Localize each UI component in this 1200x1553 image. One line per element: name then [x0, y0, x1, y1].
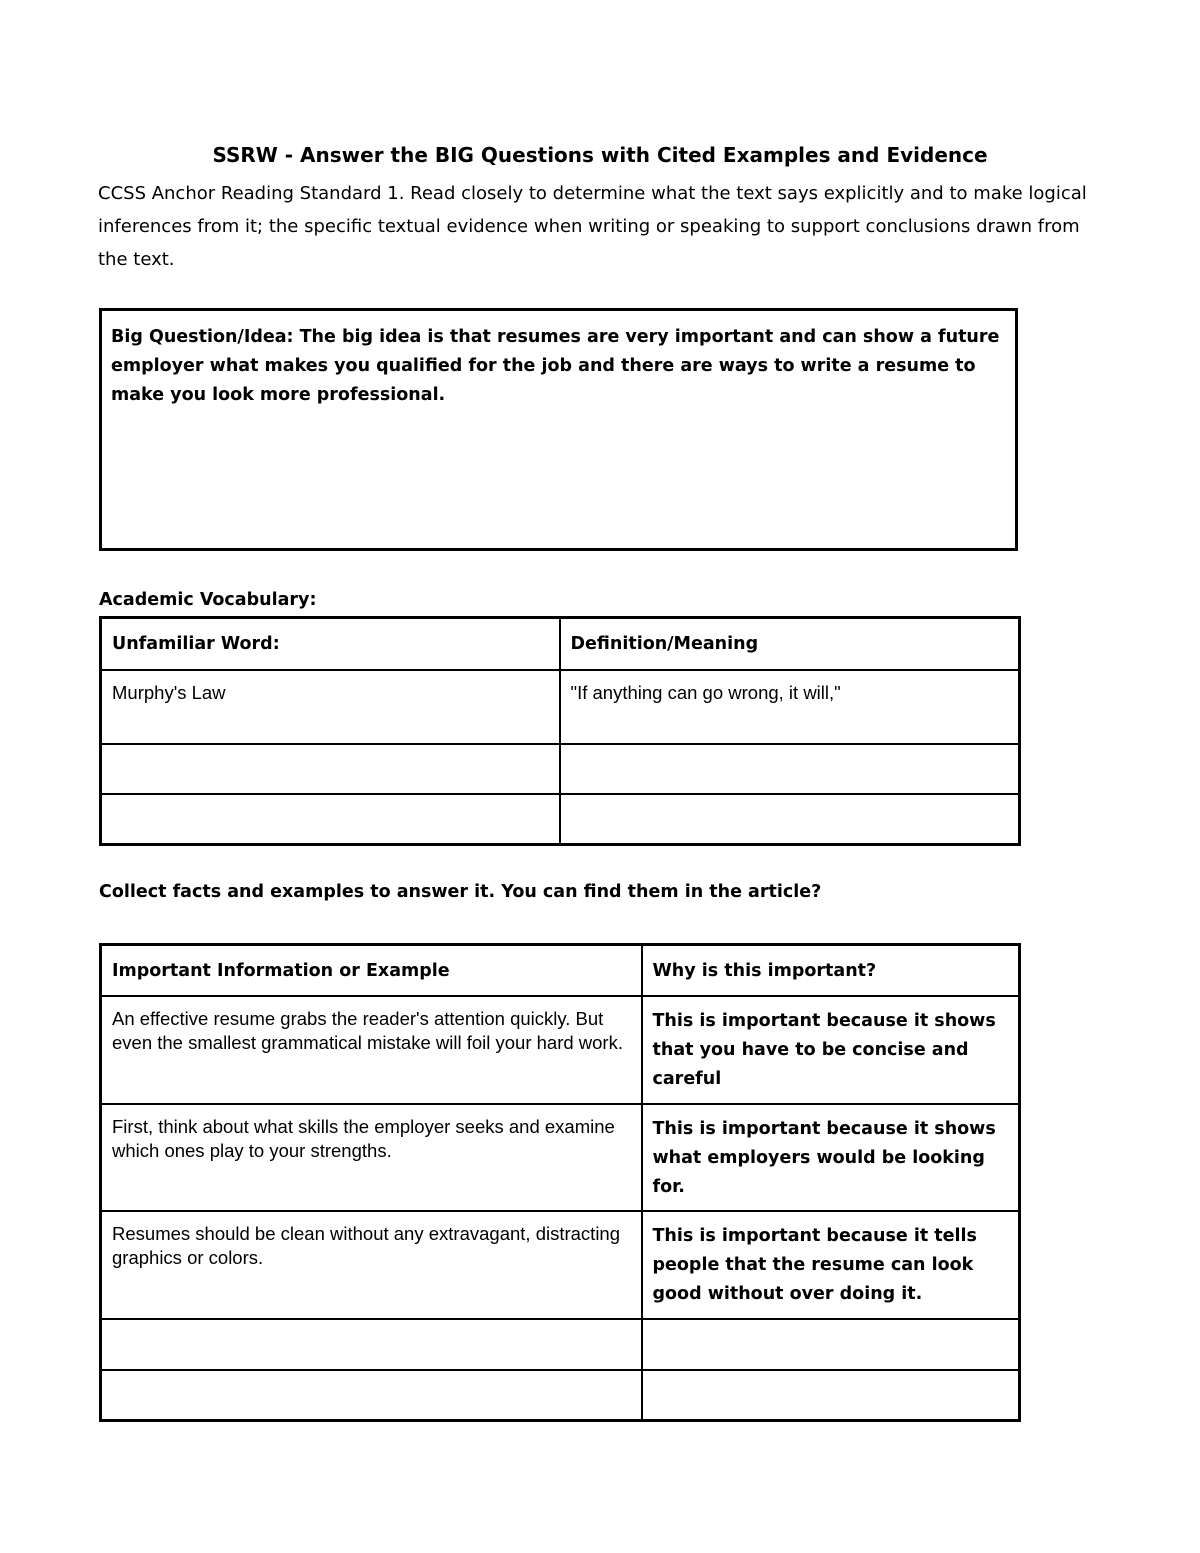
vocab-definition-cell[interactable] [560, 794, 1020, 845]
vocab-definition-cell[interactable]: "If anything can go wrong, it will," [560, 670, 1020, 744]
why-cell[interactable]: This is important because it shows that you have to be concise and careful [642, 996, 1020, 1104]
table-row [101, 1370, 1020, 1421]
column-header-definition: Definition/Meaning [560, 618, 1020, 670]
table-row [101, 1319, 1020, 1370]
page-title: SSRW - Answer the BIG Questions with Cited Examples and Evidence [212, 143, 988, 167]
standard-text: CCSS Anchor Reading Standard 1. Read closely to determine what the text says explicitly and to make logical inferences from it; the specific textual evidence when writing or speaking to support conclusions drawn from the text. [98, 183, 1087, 270]
table-row [101, 794, 1020, 845]
facts-heading: Collect facts and examples to answer it. You can find them in the article? [99, 882, 822, 902]
facts-table [99, 943, 1021, 1422]
table-row [101, 1211, 1020, 1319]
why-cell[interactable] [642, 1319, 1020, 1370]
vocabulary-table [99, 616, 1021, 846]
vocab-definition-cell[interactable] [560, 744, 1020, 794]
column-header-info: Important Information or Example [101, 945, 642, 996]
big-question-box[interactable] [99, 308, 1018, 551]
vocab-word-cell[interactable] [101, 744, 560, 794]
vocab-word-cell[interactable]: Murphy's Law [101, 670, 560, 744]
why-cell[interactable] [642, 1370, 1020, 1421]
table-row [101, 744, 1020, 794]
column-header-why: Why is this important? [642, 945, 1020, 996]
why-cell[interactable]: This is important because it shows what employers would be looking for. [642, 1104, 1020, 1211]
table-header-row [101, 618, 1020, 670]
table-row [101, 996, 1020, 1104]
info-cell[interactable] [101, 1370, 642, 1421]
vocabulary-heading: Academic Vocabulary: [99, 590, 317, 610]
vocab-word-cell[interactable] [101, 794, 560, 845]
why-cell[interactable]: This is important because it tells people that the resume can look good without over doing it. [642, 1211, 1020, 1319]
info-cell[interactable]: First, think about what skills the employer seeks and examine which ones play to your strengths. [101, 1104, 642, 1211]
table-header-row [101, 945, 1020, 996]
info-cell[interactable] [101, 1319, 642, 1370]
info-cell[interactable]: Resumes should be clean without any extravagant, distracting graphics or colors. [101, 1211, 642, 1319]
column-header-word: Unfamiliar Word: [101, 618, 560, 670]
info-cell[interactable]: An effective resume grabs the reader's attention quickly. But even the smallest grammatical mistake will foil your hard work. [101, 996, 642, 1104]
table-row [101, 670, 1020, 744]
big-question-text: Big Question/Idea: The big idea is that resumes are very important and can show a future employer what makes you qualified for the job and there are ways to write a resume to make you look more professional. [111, 327, 1000, 405]
table-row [101, 1104, 1020, 1211]
